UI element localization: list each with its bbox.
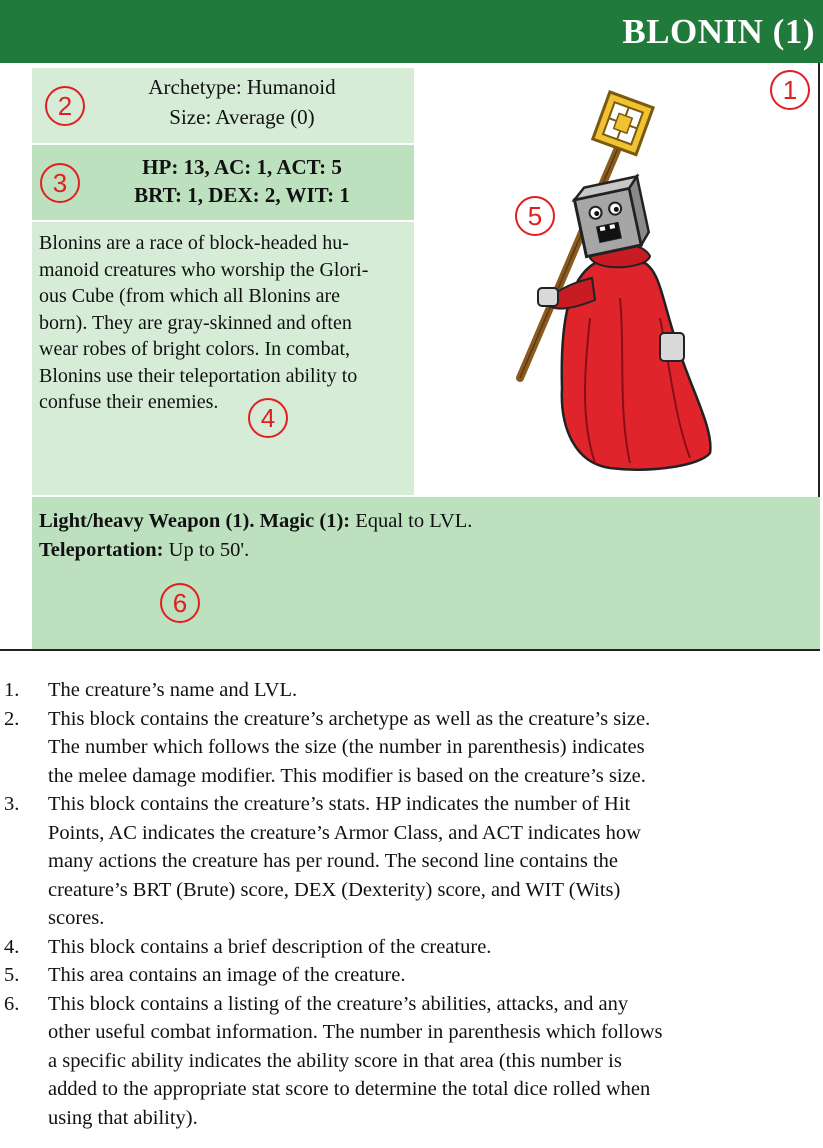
list-index: 2. <box>4 707 20 730</box>
list-line: The number which follows the size (the number in parenthesis) indicates <box>48 736 645 758</box>
description-line: ous Cube (from which all Blonins are <box>39 285 341 307</box>
description-block <box>32 222 414 495</box>
list-index: 6. <box>4 992 20 1015</box>
creature-title: BLONIN (1) <box>622 12 815 51</box>
list-line: a specific ability indicates the ability score in that area (this number is <box>48 1049 622 1072</box>
legend-list <box>0 676 823 1132</box>
magic-text: Equal to LVL. <box>350 510 473 532</box>
list-item <box>0 790 823 933</box>
teleport-text: Up to 50'. <box>163 539 250 561</box>
list-item <box>0 961 823 990</box>
description-line: Blonins are a race of block-headed hu- <box>39 232 349 254</box>
list-line: using that ability). <box>48 1106 198 1129</box>
weapon-label: Light/heavy Weapon (1) <box>39 510 250 532</box>
list-index: 4. <box>4 935 20 958</box>
list-line: This block contains the creature’s archetype as well as the creature’s size. <box>48 707 651 730</box>
description-line: manoid creatures who worship the Glori- <box>39 258 369 281</box>
archetype-text: Archetype: Humanoid <box>148 75 336 99</box>
blonin-creature-illustration <box>500 88 730 473</box>
magic-label: Magic (1): <box>259 510 351 532</box>
teleport-label: Teleportation: <box>39 539 164 561</box>
list-line: scores. <box>48 907 105 929</box>
list-line: This block contains a listing of the creature’s abilities, attacks, and any <box>48 992 629 1015</box>
list-line: This area contains an image of the creature. <box>48 964 406 986</box>
hand-icon <box>538 288 558 306</box>
list-line: creature’s BRT (Brute) score, DEX (Dexterity) score, and WIT (Wits) <box>48 878 621 901</box>
list-line: Points, AC indicates the creature’s Armor Class, and ACT indicates how <box>48 821 641 844</box>
list-index: 5. <box>4 964 20 986</box>
list-line: This block contains a brief description of the creature. <box>48 935 492 958</box>
callout-4: 4 <box>248 398 288 438</box>
list-index: 1. <box>4 679 20 701</box>
list-line: other useful combat information. The number in parenthesis which follows <box>48 1021 663 1043</box>
description-line: Blonins use their teleportation ability to <box>39 364 358 387</box>
description-line: born). They are gray-skinned and often <box>39 311 352 334</box>
abilities-block <box>32 497 820 649</box>
list-line: the melee damage modifier. This modifier is based on the creature’s size. <box>48 764 646 787</box>
list-index: 3. <box>4 793 20 815</box>
separator: . <box>249 510 260 532</box>
size-text: Size: Average (0) <box>169 105 315 129</box>
list-item <box>0 990 823 1133</box>
description-text <box>39 230 401 416</box>
list-line: added to the appropriate stat score to determine the total dice rolled when <box>48 1078 651 1100</box>
description-line: confuse their enemies. <box>39 391 219 413</box>
callout-1: 1 <box>770 70 810 110</box>
callout-5: 5 <box>515 196 555 236</box>
description-line: wear robes of bright colors. In combat, <box>39 338 351 360</box>
abilities-row-1 <box>39 510 472 533</box>
callout-2: 2 <box>45 86 85 126</box>
list-line: This block contains the creature’s stats. HP indicates the number of Hit <box>48 793 631 815</box>
list-item <box>0 933 823 962</box>
abilities-row-2 <box>39 539 249 562</box>
list-item <box>0 676 823 705</box>
glorious-cube-icon <box>593 92 653 155</box>
archetype-block <box>32 68 414 143</box>
stats-block <box>32 145 414 220</box>
stats-line-2: BRT: 1, DEX: 2, WIT: 1 <box>134 183 350 207</box>
list-line: many actions the creature has per round. The second line contains the <box>48 850 619 872</box>
cube-head-icon <box>572 176 651 256</box>
list-line: The creature’s name and LVL. <box>48 679 298 701</box>
callout-3: 3 <box>40 163 80 203</box>
callout-6: 6 <box>160 583 200 623</box>
title-bar <box>0 0 823 63</box>
list-item <box>0 705 823 791</box>
stats-line-1: HP: 13, AC: 1, ACT: 5 <box>142 155 342 179</box>
